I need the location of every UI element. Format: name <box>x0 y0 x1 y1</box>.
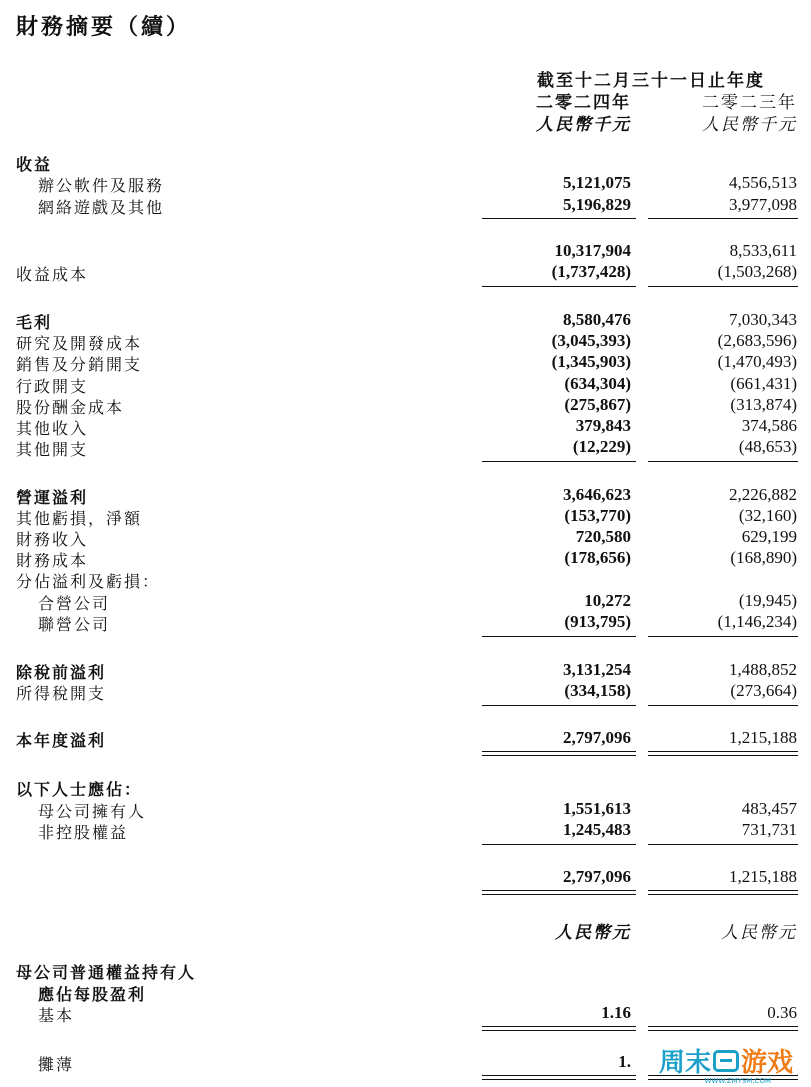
value-2023: (1,470,493) <box>717 352 797 371</box>
table-row <box>0 437 811 458</box>
unit-2023-header: 人民幣千元 <box>702 115 797 135</box>
divider <box>648 218 798 219</box>
table-row <box>0 569 811 590</box>
table-row <box>0 195 811 216</box>
value-2023: 483,457 <box>741 799 797 818</box>
divider <box>482 461 636 462</box>
value-2024: 379,843 <box>575 416 631 435</box>
value-2024: 3,131,254 <box>563 660 631 679</box>
page-title: 財務摘要（續） <box>16 15 192 40</box>
revenue-section <box>0 152 811 173</box>
value-2023: 7,030,343 <box>729 310 797 329</box>
table-row <box>0 982 811 1003</box>
value-2024: (178,656) <box>564 548 631 567</box>
row-label: 分佔溢利及虧損： <box>16 572 161 591</box>
table-row <box>0 728 811 749</box>
row-label: 銷售及分銷開支 <box>16 355 143 374</box>
row-label: 其他收入 <box>16 419 89 438</box>
row-label: 基本 <box>38 1006 75 1025</box>
rmb-unit-2023: 人民幣元 <box>721 923 797 943</box>
row-label: 攤薄 <box>38 1055 75 1074</box>
table-row <box>0 612 811 633</box>
period-header: 截至十二月三十一日止年度 <box>537 71 765 91</box>
value-2023: 3,977,098 <box>729 195 797 214</box>
value-2023: 1,488,852 <box>729 660 797 679</box>
gamepad-icon <box>713 1050 739 1072</box>
table-row <box>0 960 811 981</box>
row-label: 股份酬金成本 <box>16 398 125 417</box>
value-2023: (32,160) <box>738 506 797 525</box>
value-2024: (913,795) <box>564 612 631 631</box>
row-label: 聯營公司 <box>38 615 111 634</box>
value-2023: (273,664) <box>730 681 797 700</box>
divider <box>482 705 636 706</box>
table-row <box>0 262 811 283</box>
table-row <box>0 241 811 262</box>
divider <box>648 844 798 845</box>
year-2023-header: 二零二三年 <box>702 93 797 113</box>
watermark-text-1: 周末 <box>658 1048 711 1078</box>
value-2023: (2,683,596) <box>717 331 797 350</box>
double-divider <box>648 751 798 756</box>
table-row <box>0 331 811 352</box>
table-row <box>0 820 811 841</box>
value-2024: 2,797,096 <box>563 728 631 747</box>
value-2023: (661,431) <box>730 374 797 393</box>
table-row <box>0 485 811 506</box>
divider <box>648 636 798 637</box>
value-2024: (153,770) <box>564 506 631 525</box>
row-label: 母公司擁有人 <box>38 802 147 821</box>
value-2024: (3,045,393) <box>551 331 631 350</box>
value-2024: 8,580,476 <box>563 310 631 329</box>
value-2023: 0.36 <box>767 1003 797 1022</box>
value-2023: (1,503,268) <box>717 262 797 281</box>
value-2024: 1.16 <box>601 1003 631 1022</box>
divider <box>648 461 798 462</box>
value-2024: 720,580 <box>575 527 631 546</box>
table-row <box>0 660 811 681</box>
value-2024: 1,245,483 <box>563 820 631 839</box>
value-2023: (1,146,234) <box>717 612 797 631</box>
watermark-url: WWW.ZMYSM.COM <box>704 1077 771 1085</box>
revenue-heading: 收益 <box>16 155 53 174</box>
row-label: 研究及開發成本 <box>16 334 143 353</box>
value-2023: (313,874) <box>730 395 797 414</box>
value-2024: (634,304) <box>564 374 631 393</box>
table-row <box>0 1003 811 1024</box>
row-label: 母公司普通權益持有人 <box>16 963 197 982</box>
table-row <box>0 416 811 437</box>
value-2024: 10,272 <box>584 591 631 610</box>
year-2024-header: 二零二四年 <box>536 93 631 113</box>
row-label: 其他開支 <box>16 440 89 459</box>
rmb-unit-2024: 人民幣元 <box>555 923 631 943</box>
value-2023: (168,890) <box>730 548 797 567</box>
row-label: 其他虧損，淨額 <box>16 509 143 528</box>
double-divider <box>482 1026 636 1031</box>
value-2023: 4,556,513 <box>729 173 797 192</box>
value-2023: 374,586 <box>741 416 797 435</box>
row-label: 收益成本 <box>16 265 89 284</box>
table-row <box>0 867 811 888</box>
value-2023: 8,533,611 <box>729 241 797 260</box>
value-2023: 1,215,188 <box>729 728 797 747</box>
value-2024: 3,646,623 <box>563 485 631 504</box>
value-2024: 10,317,904 <box>554 241 631 260</box>
value-2024: 5,121,075 <box>563 173 631 192</box>
divider <box>648 705 798 706</box>
value-2024: (12,229) <box>572 437 631 456</box>
value-2023: 629,199 <box>741 527 797 546</box>
table-row <box>0 777 811 798</box>
value-2024: 2,797,096 <box>563 867 631 886</box>
table-row <box>0 352 811 373</box>
double-divider <box>482 1075 636 1080</box>
row-label: 辦公軟件及服務 <box>38 176 165 195</box>
row-label: 非控股權益 <box>38 823 129 842</box>
row-label: 本年度溢利 <box>16 731 107 750</box>
row-label: 毛利 <box>16 313 53 332</box>
double-divider <box>648 890 798 895</box>
watermark-logo <box>659 1042 793 1079</box>
value-2024: (1,345,903) <box>551 352 631 371</box>
value-2024: 1. <box>618 1052 631 1071</box>
divider <box>482 286 636 287</box>
divider <box>482 844 636 845</box>
table-row <box>0 506 811 527</box>
table-row <box>0 395 811 416</box>
double-divider <box>648 1026 798 1031</box>
value-2024: 1,551,613 <box>563 799 631 818</box>
table-row <box>0 681 811 702</box>
value-2023: 1,215,188 <box>729 867 797 886</box>
table-row <box>0 591 811 612</box>
value-2023: 2,226,882 <box>729 485 797 504</box>
row-label: 以下人士應佔： <box>16 780 143 799</box>
value-2023: (48,653) <box>738 437 797 456</box>
table-row <box>0 548 811 569</box>
row-label: 所得稅開支 <box>16 684 107 703</box>
table-row <box>0 310 811 331</box>
table-row <box>0 799 811 820</box>
table-row <box>0 173 811 194</box>
double-divider <box>482 890 636 895</box>
table-row <box>0 374 811 395</box>
value-2024: (275,867) <box>564 395 631 414</box>
value-2024: (334,158) <box>564 681 631 700</box>
divider <box>482 636 636 637</box>
row-label: 網絡遊戲及其他 <box>38 198 165 217</box>
divider <box>482 218 636 219</box>
row-label: 除稅前溢利 <box>16 663 107 682</box>
row-label: 財務收入 <box>16 530 89 549</box>
row-label: 合營公司 <box>38 594 111 613</box>
table-row <box>0 527 811 548</box>
row-label: 應佔每股盈利 <box>38 985 147 1004</box>
value-2023: (19,945) <box>738 591 797 610</box>
row-label: 營運溢利 <box>16 488 89 507</box>
value-2024: 5,196,829 <box>563 195 631 214</box>
unit-2024-header: 人民幣千元 <box>536 115 631 135</box>
value-2024: (1,737,428) <box>551 262 631 281</box>
row-label: 行政開支 <box>16 377 89 396</box>
double-divider <box>482 751 636 756</box>
divider <box>648 286 798 287</box>
watermark-text-2: 游戏 <box>740 1048 793 1078</box>
value-2023: 731,731 <box>741 820 797 839</box>
row-label: 財務成本 <box>16 551 89 570</box>
